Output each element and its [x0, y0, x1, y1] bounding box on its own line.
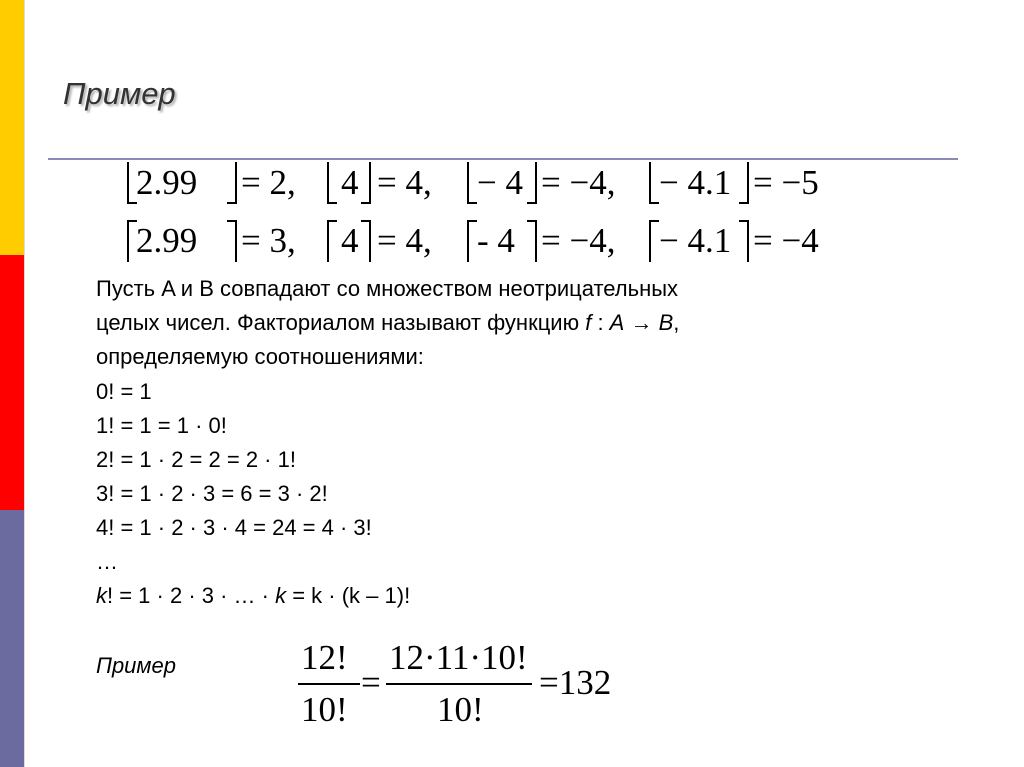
fraction-bar-1 — [298, 683, 360, 685]
function-symbol: f — [585, 310, 592, 335]
left-border-line — [24, 0, 25, 767]
floor-right-bracket — [227, 162, 237, 204]
floor-result-4: = −5 — [753, 163, 819, 202]
accent-bar-slate — [0, 510, 24, 767]
floor-result-2: = 4, — [377, 163, 432, 202]
paragraph-line-2-end: , — [673, 310, 680, 335]
factorial-line: 3! = 1 · 2 · 3 = 6 = 3 · 2! — [96, 481, 328, 506]
floor-arg-2: 4 — [341, 163, 359, 202]
general-tail: = k · (k – 1)! — [286, 583, 411, 608]
arrow-icon: → — [624, 310, 659, 335]
fraction-denominator-1: 10! — [301, 690, 348, 729]
floor-result-1: = 2, — [241, 163, 296, 202]
accent-bar-red — [0, 255, 24, 510]
ellipsis-line: … — [96, 549, 118, 574]
k-variable: k — [96, 583, 107, 608]
ceil-right-bracket — [739, 220, 749, 262]
factorial-line: 1! = 1 = 1 · 0! — [96, 413, 227, 438]
ceil-arg-4: − 4.1 — [659, 221, 732, 260]
slide-title: Пример — [63, 76, 176, 111]
ceil-left-bracket — [649, 220, 659, 262]
ceil-result-3: = −4, — [541, 221, 616, 260]
paragraph-line-2-start: целых чисел. Факториалом называют функцию — [96, 310, 586, 335]
result-value: =132 — [539, 663, 612, 702]
floor-arg-1: 2.99 — [136, 163, 198, 202]
example-label: Пример — [96, 653, 176, 678]
set-b: B — [658, 310, 674, 335]
ceil-result-4: = −4 — [753, 221, 819, 260]
fraction-denominator-2: 10! — [437, 690, 484, 729]
ceil-right-bracket — [527, 220, 537, 262]
accent-bar-yellow — [0, 0, 24, 255]
general-middle: ! = 1 · 2 · 3 · … · — [107, 583, 276, 608]
ceil-result-1: = 3, — [241, 221, 296, 260]
floor-right-bracket — [527, 162, 537, 204]
set-a: A — [609, 310, 625, 335]
general-factorial-line — [96, 583, 410, 609]
floor-arg-3: − 4 — [477, 163, 523, 202]
fraction-bar-2 — [386, 683, 532, 685]
equals-sign-1: = — [361, 663, 381, 702]
ceil-result-2: = 4, — [377, 221, 432, 260]
colon: : — [591, 310, 610, 335]
ceil-left-bracket — [467, 220, 477, 262]
ceil-right-bracket — [361, 220, 371, 262]
ceil-arg-2: 4 — [341, 221, 359, 260]
floor-left-bracket — [649, 162, 659, 204]
ceil-arg-3: - 4 — [477, 221, 515, 260]
floor-left-bracket — [467, 162, 477, 204]
floor-right-bracket — [739, 162, 749, 204]
title-underline — [48, 158, 958, 160]
paragraph-line-2 — [96, 310, 679, 336]
floor-arg-4: − 4.1 — [659, 163, 732, 202]
fraction-numerator-1: 12! — [301, 638, 348, 677]
ceil-arg-1: 2.99 — [136, 221, 198, 260]
ceil-left-bracket — [327, 220, 337, 262]
factorial-line: 2! = 1 · 2 = 2 = 2 · 1! — [96, 447, 296, 472]
ceil-right-bracket — [227, 220, 237, 262]
fraction-numerator-2: 12·11·10! — [389, 638, 528, 677]
floor-result-3: = −4, — [541, 163, 616, 202]
floor-right-bracket — [361, 162, 371, 204]
k-variable: k — [275, 583, 287, 608]
paragraph-line-3: определяемую соотношениями: — [96, 344, 424, 369]
factorial-line: 4! = 1 · 2 · 3 · 4 = 24 = 4 · 3! — [96, 515, 372, 540]
floor-left-bracket — [327, 162, 337, 204]
paragraph-line-1: Пусть A и B совпадают со множеством неотрицательных — [96, 276, 679, 301]
factorial-line: 0! = 1 — [96, 379, 152, 404]
